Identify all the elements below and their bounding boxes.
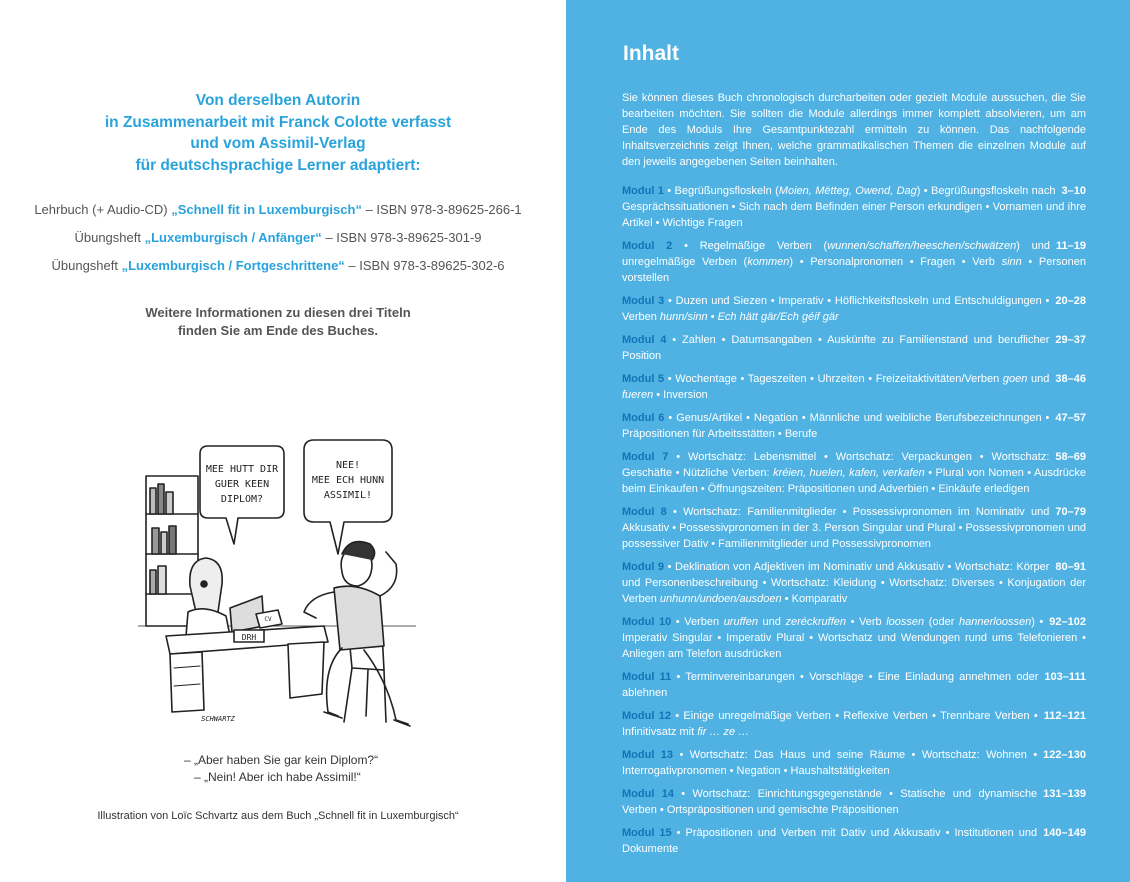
module-topic: • Regelmäßige Verben ( [672,240,828,252]
book-isbn: – ISBN 978-3-89625-302-6 [344,258,505,273]
module-topic: und [757,616,786,628]
module-topic-italic: kommen [747,256,790,268]
module-topic: • Begrüßungsfloskeln ( [663,185,779,197]
module-topic: • Genus/Artikel • Negation • Männliche und weibliche Berufsbezeichnungen • Präpositionen für Arbeitsstätten • Berufe [622,412,1050,440]
module-label: Modul 6 [622,412,665,424]
table-of-contents [622,183,1086,864]
heading-line: in Zusammenarbeit mit Franck Colotte verfasst [104,113,452,131]
bubble-right-line: MEE ECH HUNN [311,475,385,486]
module-topic-italic: hannerloossen [959,616,1032,628]
toc-page-range: 131–139 [1043,788,1086,800]
toc-entry [622,410,1086,442]
module-topic: ) • Begrüßungsfloskeln nach Gesprächssituationen • Sich nach dem Befinden einer Person erkundigen • Vornamen und ihre Artikel • Wichtige Fragen [622,185,1086,229]
module-topic-italic: loossen [886,616,925,628]
toc-page-range: 38–46 [1055,373,1086,385]
module-topic: • Wochentage • Tageszeiten • Uhrzeiten • Freizeitaktivitäten/Verben [664,373,1003,385]
book-isbn: – ISBN 978-3-89625-266-1 [361,202,522,217]
bubble-right-line: NEE! [335,460,361,471]
module-topic: • Wortschatz: Das Haus und seine Räume • Wortschatz: Wohnen • Interrogativpronomen • Negation • Haushaltstätigkeiten [622,749,1038,777]
toc-page-range: 92–102 [1049,616,1086,628]
toc-page-range: 70–79 [1055,506,1086,518]
module-topic: ) und unregelmäßige Verben ( [622,240,1051,268]
module-topic-italic: wunnen/schaffen/heeschen/schwätzen [827,240,1017,252]
module-topic: • Einige unregelmäßige Verben • Reflexive Verben • Trennbare Verben • Infinitivsatz mit [622,710,1038,738]
more-info-line: Weitere Informationen zu diesen drei Titeln [145,305,411,320]
module-topic: (oder [924,616,960,628]
right-page [566,0,1130,882]
module-topic: ) • Imperativ Singular • Imperativ Plural • Wortschatz und Wendungen rund ums Telefonieren • Anliegen am Telefon ausdrücken [622,616,1086,660]
heading-line: für deutschsprachige Lerner adaptiert: [135,156,421,174]
toc-entry [622,786,1086,818]
bubble-left-line: GUER KEEN [214,479,270,490]
toc-page-range: 103–111 [1044,671,1086,683]
bubble-left-line: DIPLOM? [220,494,264,505]
module-topic-italic: sinn [1001,256,1022,268]
module-label: Modul 9 [622,561,665,573]
toc-page-range: 3–10 [1061,185,1086,197]
module-topic-italic: kréien, huelen, kafen, verkafen [773,467,925,479]
module-label: Modul 13 [622,749,674,761]
caption-line: – „Nein! Aber ich habe Assimil!“ [194,770,361,784]
page-title: Inhalt [623,42,679,65]
module-label: Modul 3 [622,295,665,307]
book-type: Übungsheft [74,230,145,245]
more-info-line: finden Sie am Ende des Buches. [177,323,379,338]
toc-page-range: 20–28 [1055,295,1086,307]
cartoon-illustration [138,436,416,736]
toc-entry [622,747,1086,779]
module-label: Modul 12 [622,710,671,722]
heading-line: und vom Assimil-Verlag [190,135,366,152]
book-item [0,224,556,252]
bubble-right-line: ASSIMIL! [323,490,373,501]
toc-page-range: 122–130 [1043,749,1086,761]
module-topic: • Duzen und Siezen • Imperativ • Höflichkeitsfloskeln und Entschuldigungen • Verben [622,295,1050,323]
more-info-note [0,304,556,340]
module-topic-italic: unhunn/undoen/ausdoen [659,593,782,605]
module-label: Modul 5 [622,373,665,385]
toc-entry [622,559,1086,607]
module-topic: • Verb [846,616,887,628]
module-label: Modul 2 [622,240,673,252]
module-topic: • Deklination von Adjektiven im Nominativ und Akkusativ • Wortschatz: Körper und Personenbeschreibung • Wortschatz: Kleidung • Wortschatz: Diverses • Konjugation der Verben [622,561,1086,605]
toc-entry [622,614,1086,662]
module-label: Modul 4 [622,334,667,346]
book-type: Übungsheft [51,258,122,273]
module-topic: • Präpositionen und Verben mit Dativ und Akkusativ • Institutionen und Dokumente [622,827,1038,855]
module-topic: und [1027,373,1050,385]
interviewer [186,558,230,636]
book-type: Lehrbuch (+ Audio-CD) [34,202,172,217]
desk-sign: DRH [241,633,257,642]
module-label: Modul 1 [622,185,664,197]
book-title: „Luxemburgisch / Fortgeschrittene“ [121,258,345,273]
module-topic-italic: Moien, Mëtteg, Owend, Dag [778,185,917,197]
bubble-left-line: MEE HUTT DIR [205,464,279,475]
toc-entry [622,293,1086,325]
module-label: Modul 10 [622,616,672,628]
module-topic: • Wortschatz: Familienmitglieder • Possessivpronomen im Nominativ und Akkusativ • Possessivpronomen in der 3. Person Singular und Plural • Possessivpronomen und possessiver Dativ • Familienmitglieder und Possessivpronomen [622,506,1086,550]
module-topic-italic: uruffen [723,616,758,628]
toc-entry [622,183,1086,231]
toc-page-range: 47–57 [1055,412,1086,424]
artist-signature: SCHWARTZ [201,715,235,723]
intro-paragraph: Sie können dieses Buch chronologisch durcharbeiten oder gezielt Module aussuchen, die Sie bearbeiten möchten. Sie sollten die Module allerdings immer komplett absolvieren, um am Ende des Moduls Ihre Gesamtpunktezahl ermitteln zu können. Das nachfolgende Inhaltsverzeichnis zeigt Ihnen, welche grammatikalischen Themen die einzelnen Module auf den jeweils angegebenen Seiten beinhalten. [622,92,1086,168]
module-topic: • Zahlen • Datumsangaben • Auskünfte zu Familienstand und beruflicher Position [622,334,1050,362]
book-title: „Luxemburgisch / Anfänger“ [144,230,322,245]
toc-page-range: 29–37 [1055,334,1086,346]
module-topic-italic: fueren [622,389,654,401]
module-label: Modul 7 [622,451,669,463]
module-topic: ) • Personalpronomen • Fragen • Verb [789,256,1002,268]
toc-page-range: 80–91 [1055,561,1086,573]
book-isbn: – ISBN 978-3-89625-301-9 [321,230,482,245]
toc-entry [622,332,1086,364]
module-topic: • Terminvereinbarungen • Vorschläge • Eine Einladung annehmen oder ablehnen [622,671,1039,699]
book-title: „Schnell fit in Luxemburgisch“ [171,202,362,217]
cv-paper-label: CV [264,616,272,623]
module-topic: • Inversion [653,389,708,401]
toc-page-range: 140–149 [1043,827,1086,839]
illustration-credit: Illustration von Loïc Schvartz aus dem Buch „Schnell fit in Luxemburgisch“ [97,810,459,822]
module-topic: • Komparativ [781,593,848,605]
module-topic: • Personen vorstellen [622,256,1086,284]
module-topic: • Verben [671,616,724,628]
other-books-heading [0,90,556,176]
module-topic-italic: fir … ze … [697,726,750,738]
module-label: Modul 15 [622,827,672,839]
toc-entry [622,669,1086,701]
toc-entry [622,371,1086,403]
book-item [0,252,556,280]
book-list [0,196,556,280]
toc-page-range: 112–121 [1043,710,1086,722]
module-topic: • Wortschatz: Einrichtungsgegenstände • Statische und dynamische Verben • Ortspräpositionen und gemischte Präpositionen [622,788,1038,816]
module-label: Modul 8 [622,506,667,518]
toc-entry [622,238,1086,286]
module-topic: • Plural von Nomen • Ausdrücke beim Einkaufen • Öffnungszeiten: Präpositionen und Adverbien • Einkäufe erledigen [622,467,1086,495]
module-topic-italic: hunn/sinn • Ech hätt gär/Ech géif gär [659,311,839,323]
toc-entry [622,708,1086,740]
module-label: Modul 14 [622,788,674,800]
heading-line: Von derselben Autorin [195,92,361,109]
module-label: Modul 11 [622,671,672,683]
module-topic-italic: goen [1002,373,1028,385]
caption-line: – „Aber haben Sie gar kein Diplom?“ [184,753,379,767]
toc-page-range: 11–19 [1056,240,1086,252]
book-item [0,196,556,224]
toc-page-range: 58–69 [1055,451,1086,463]
module-topic: • Wortschatz: Lebensmittel • Wortschatz: Verpackungen • Wortschatz: Geschäfte • Nützliche Verben: [622,451,1050,479]
toc-entry [622,825,1086,857]
toc-entry [622,449,1086,497]
module-topic-italic: zeréckruffen [785,616,846,628]
toc-entry [622,504,1086,552]
